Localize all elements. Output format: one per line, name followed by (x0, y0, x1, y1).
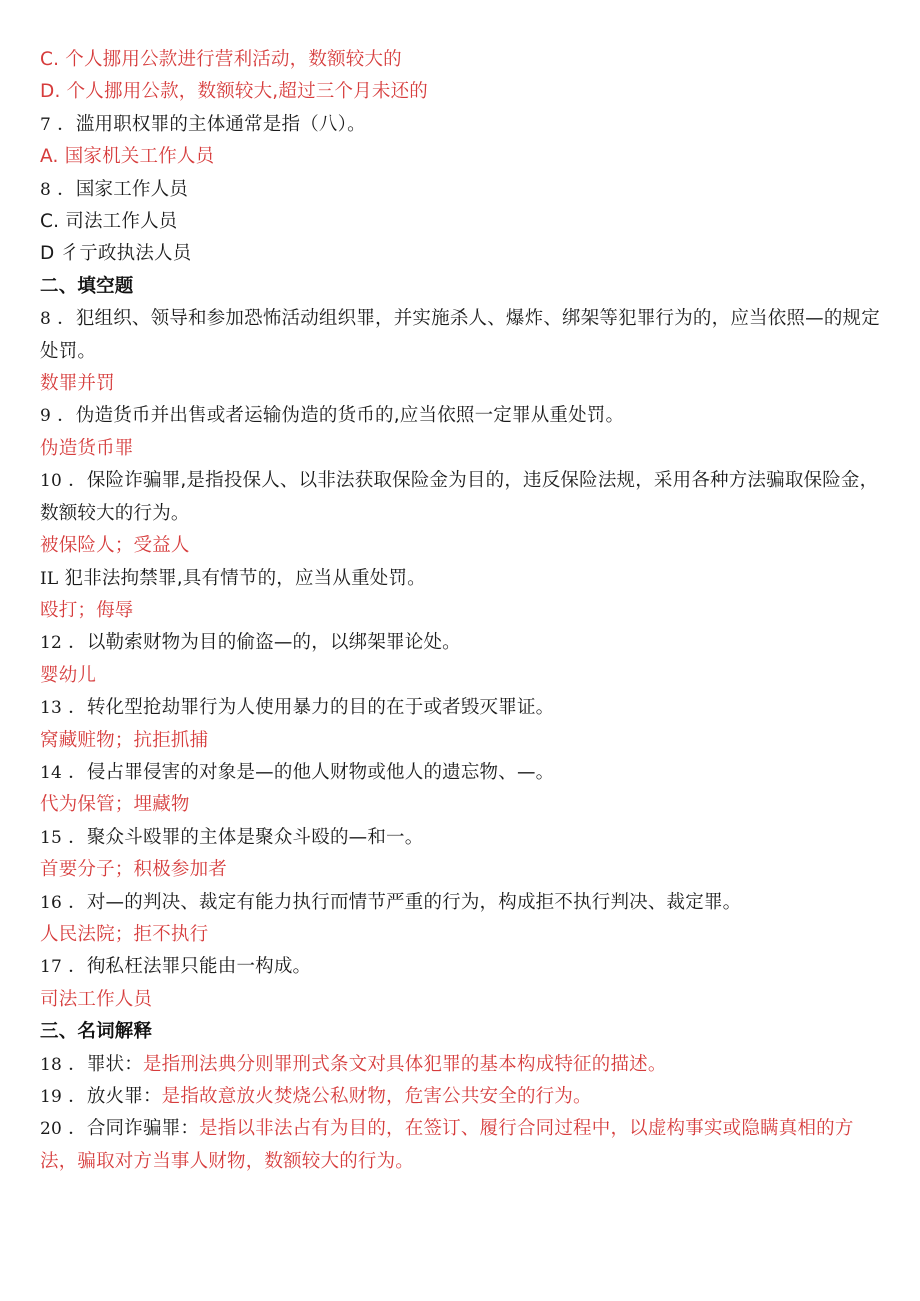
question-13 (40, 692, 880, 724)
question-number: 16 (40, 892, 63, 913)
question-number: 10 (40, 471, 63, 492)
question-text: ．对—的判决、裁定有能力执行而情节严重的行为，构成拒不执行判决、裁定罪。 (68, 891, 742, 913)
question-12 (40, 627, 880, 659)
answer-17: 司法工作人员 (40, 988, 153, 1010)
question-number: 17 (40, 957, 63, 978)
question-14 (40, 757, 880, 789)
term-19 (40, 1081, 880, 1113)
answer-11: 殴打；侮辱 (40, 599, 134, 621)
option-b-text: ．国家工作人员 (57, 178, 189, 200)
question-text: ．转化型抢劫罪行为人使用暴力的目的在于或者毁灭罪证。 (68, 697, 555, 719)
question-text: ．侵占罪侵害的对象是—的他人财物或他人的遗忘物、—。 (68, 761, 555, 783)
question-17 (40, 951, 880, 983)
term-number: 19 (40, 1087, 63, 1107)
option-d-q7: D 彳亍政执法人员 (40, 243, 192, 265)
question-number: 15 (40, 827, 63, 848)
answer-14: 代为保管；埋藏物 (40, 794, 190, 816)
answer-15: 首要分子；积极参加者 (40, 859, 228, 881)
term-18 (40, 1049, 880, 1081)
question-text: ．聚众斗殴罪的主体是聚众斗殴的—和一。 (68, 826, 424, 848)
term-label: ．合同诈骗罪： (68, 1118, 200, 1140)
option-c: C. 个人挪用公款进行营利活动，数额较大的 (40, 49, 402, 70)
question-text: ．以勒索财物为目的偷盗—的，以绑架罪论处。 (68, 632, 461, 654)
option-b-number: 8 (40, 179, 52, 200)
term-definition: 是指以非法占有为目的，在签订、履行合同过程中，以虚构事实或隐瞒真相的方法，骗取对方当事人财物，数额较大的行为。 (40, 1118, 854, 1172)
question-number: 12 (40, 633, 63, 654)
section-title-fill-in: 二、填空题 (40, 275, 134, 297)
question-number: 8 (40, 309, 52, 330)
option-a: A. 国家机关工作人员 (40, 146, 215, 168)
question-text: ．犯组织、领导和参加恐怖活动组织罪，并实施杀人、爆炸、绑架等犯罪行为的，应当依照—的规定处罚。 (40, 308, 880, 362)
question-8 (40, 303, 880, 368)
question-15 (40, 822, 880, 854)
question-number: 9 (40, 406, 52, 427)
question-11 (40, 563, 880, 595)
question-number: 14 (40, 762, 63, 783)
term-label: ．罪状： (68, 1053, 143, 1075)
answer-8: 数罪并罚 (40, 373, 115, 395)
term-number: 18 (40, 1054, 63, 1075)
term-label: ．放火罪： (68, 1086, 162, 1107)
question-text: ．滥用职权罪的主体通常是指（八）。 (57, 113, 366, 135)
question-9 (40, 400, 880, 432)
question-text: 犯非法拘禁罪,具有情节的，应当从重处罚。 (64, 567, 426, 589)
term-definition: 是指刑法典分则罪刑式条文对具体犯罪的基本构成特征的描述。 (142, 1053, 667, 1075)
option-d: D. 个人挪用公款，数额较大,超过三个月未还的 (40, 81, 428, 103)
answer-10: 被保险人；受益人 (40, 535, 190, 557)
question-number: IL (40, 568, 59, 589)
term-20 (40, 1113, 880, 1178)
answer-9: 伪造货币罪 (40, 437, 134, 459)
term-number: 20 (40, 1119, 63, 1140)
question-10 (40, 465, 880, 530)
question-7 (40, 109, 880, 141)
question-text: ．伪造货币并出售或者运输伪造的货币的,应当依照一定罪从重处罚。 (57, 405, 625, 427)
term-definition: 是指故意放火焚烧公私财物，危害公共安全的行为。 (161, 1086, 592, 1107)
option-b (40, 174, 880, 206)
question-16 (40, 887, 880, 919)
question-number: 7 (40, 114, 52, 135)
question-text: ．保险诈骗罪,是指投保人、以非法获取保险金为目的，违反保险法规，采用各种方法骗取保险金，数额较大的行为。 (40, 470, 879, 524)
option-c-q7: C. 司法工作人员 (40, 211, 178, 233)
answer-13: 窝藏赃物；抗拒抓捕 (40, 729, 209, 751)
answer-16: 人民法院；拒不执行 (40, 923, 209, 945)
answer-12: 婴幼儿 (40, 664, 97, 686)
question-text: ．徇私枉法罪只能由一构成。 (68, 956, 312, 978)
section-title-terms: 三、名词解释 (40, 1021, 153, 1043)
question-number: 13 (40, 698, 63, 719)
